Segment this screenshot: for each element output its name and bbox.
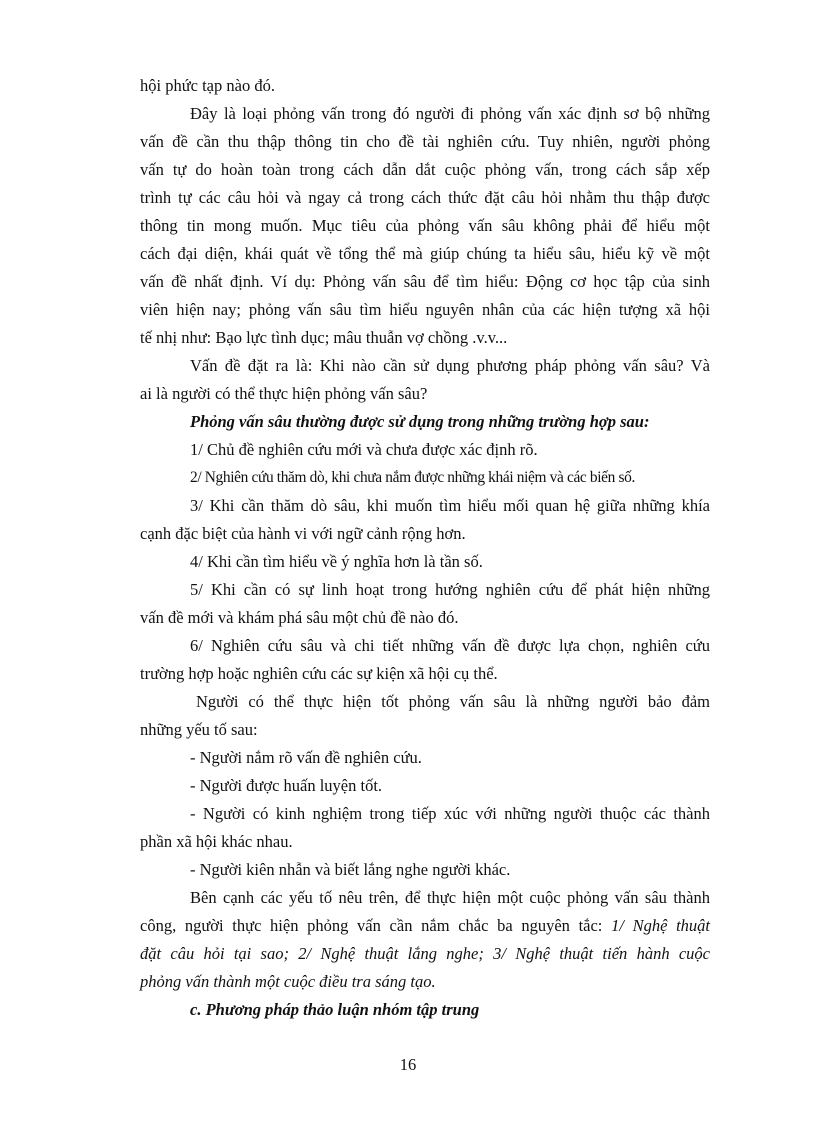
case-item: 6/ Nghiên cứu sâu và chi tiết những vấn đề được lựa chọn, nghiên cứu — [190, 636, 710, 655]
case-item-continuation: trường hợp hoặc nghiên cứu các sự kiện xã hội cụ thể. — [140, 664, 498, 683]
case-item: 1/ Chủ đề nghiên cứu mới và chưa được xác định rõ. — [190, 440, 538, 459]
case-item: 4/ Khi cần tìm hiểu về ý nghĩa hơn là tần số. — [190, 552, 483, 571]
text-line: trình tự các câu hỏi và ngay cả trong cách thức đặt câu hỏi nhằm thu thập được — [140, 188, 710, 207]
text-line: vấn đề cần thu thập thông tin cho đề tài nghiên cứu. Tuy nhiên, người phỏng — [140, 132, 710, 151]
text-line: tế nhị như: Bạo lực tình dục; mâu thuẫn vợ chồng .v.v... — [140, 328, 508, 347]
text-line: hội phức tạp nào đó. — [140, 76, 275, 95]
case-item-continuation: vấn đề mới và khám phá sâu một chủ đề nào đó. — [140, 608, 459, 627]
text-line: Vấn đề đặt ra là: Khi nào cần sử dụng phương pháp phỏng vấn sâu? Và — [190, 356, 710, 375]
text-run: công, người thực hiện phỏng vấn cần nắm chắc ba nguyên tắc: — [140, 916, 612, 935]
cases-heading: Phỏng vấn sâu thường được sử dụng trong những trường hợp sau: — [190, 412, 650, 431]
page-number: 16 — [399, 1055, 417, 1074]
text-line: đặt câu hỏi tại sao; 2/ Nghệ thuật lắng nghe; 3/ Nghệ thuật tiến hành cuộc — [140, 944, 710, 963]
case-item: 5/ Khi cần có sự linh hoạt trong hướng nghiên cứu để phát hiện những — [190, 580, 710, 599]
text-line — [140, 916, 710, 936]
case-item-continuation: cạnh đặc biệt của hành vi với ngữ cảnh rộng hơn. — [140, 524, 466, 543]
requirement-item: - Người có kinh nghiệm trong tiếp xúc với những người thuộc các thành — [190, 804, 710, 823]
text-line: vấn đề nhất định. Ví dụ: Phỏng vấn sâu để tìm hiểu: Động cơ học tập của sinh — [140, 272, 710, 291]
requirement-item: - Người nắm rõ vấn đề nghiên cứu. — [190, 748, 422, 767]
case-item: 3/ Khi cần thăm dò sâu, khi muốn tìm hiểu mối quan hệ giữa những khía — [190, 496, 710, 515]
requirement-item-continuation: phần xã hội khác nhau. — [140, 832, 293, 851]
text-line: Bên cạnh các yếu tố nêu trên, để thực hiện một cuộc phỏng vấn sâu thành — [190, 888, 710, 907]
text-line: cách đại diện, khái quát về tổng thể mà giúp chúng ta hiểu sâu, hiểu kỹ về một — [140, 244, 710, 263]
text-line: thông tin mong muốn. Mục tiêu của phỏng vấn sâu không phải để hiểu một — [140, 216, 710, 235]
requirement-item: - Người kiên nhẫn và biết lắng nghe người khác. — [190, 860, 511, 879]
text-line: những yếu tố sau: — [140, 720, 258, 739]
section-heading: c. Phương pháp thảo luận nhóm tập trung — [190, 1000, 480, 1019]
text-line: Người có thể thực hiện tốt phỏng vấn sâu là những người bảo đảm — [196, 692, 710, 711]
italic-text-run: 1/ Nghệ thuật — [611, 916, 710, 935]
text-line: viên hiện nay; phỏng vấn sâu tìm hiểu nguyên nhân của các hiện tượng xã hội — [140, 300, 710, 319]
text-line: phỏng vấn thành một cuộc điều tra sáng tạo. — [140, 972, 436, 991]
text-line: Đây là loại phỏng vấn trong đó người đi phỏng vấn xác định sơ bộ những — [190, 104, 710, 123]
requirement-item: - Người được huấn luyện tốt. — [190, 776, 383, 795]
case-item: 2/ Nghiên cứu thăm dò, khi chưa nắm được những khái niệm và các biến số. — [190, 469, 635, 486]
text-line: vấn tự do hoàn toàn trong cách dẫn dắt cuộc phỏng vấn, trong cách sắp xếp — [140, 160, 710, 179]
text-line: ai là người có thể thực hiện phỏng vấn sâu? — [140, 384, 428, 403]
